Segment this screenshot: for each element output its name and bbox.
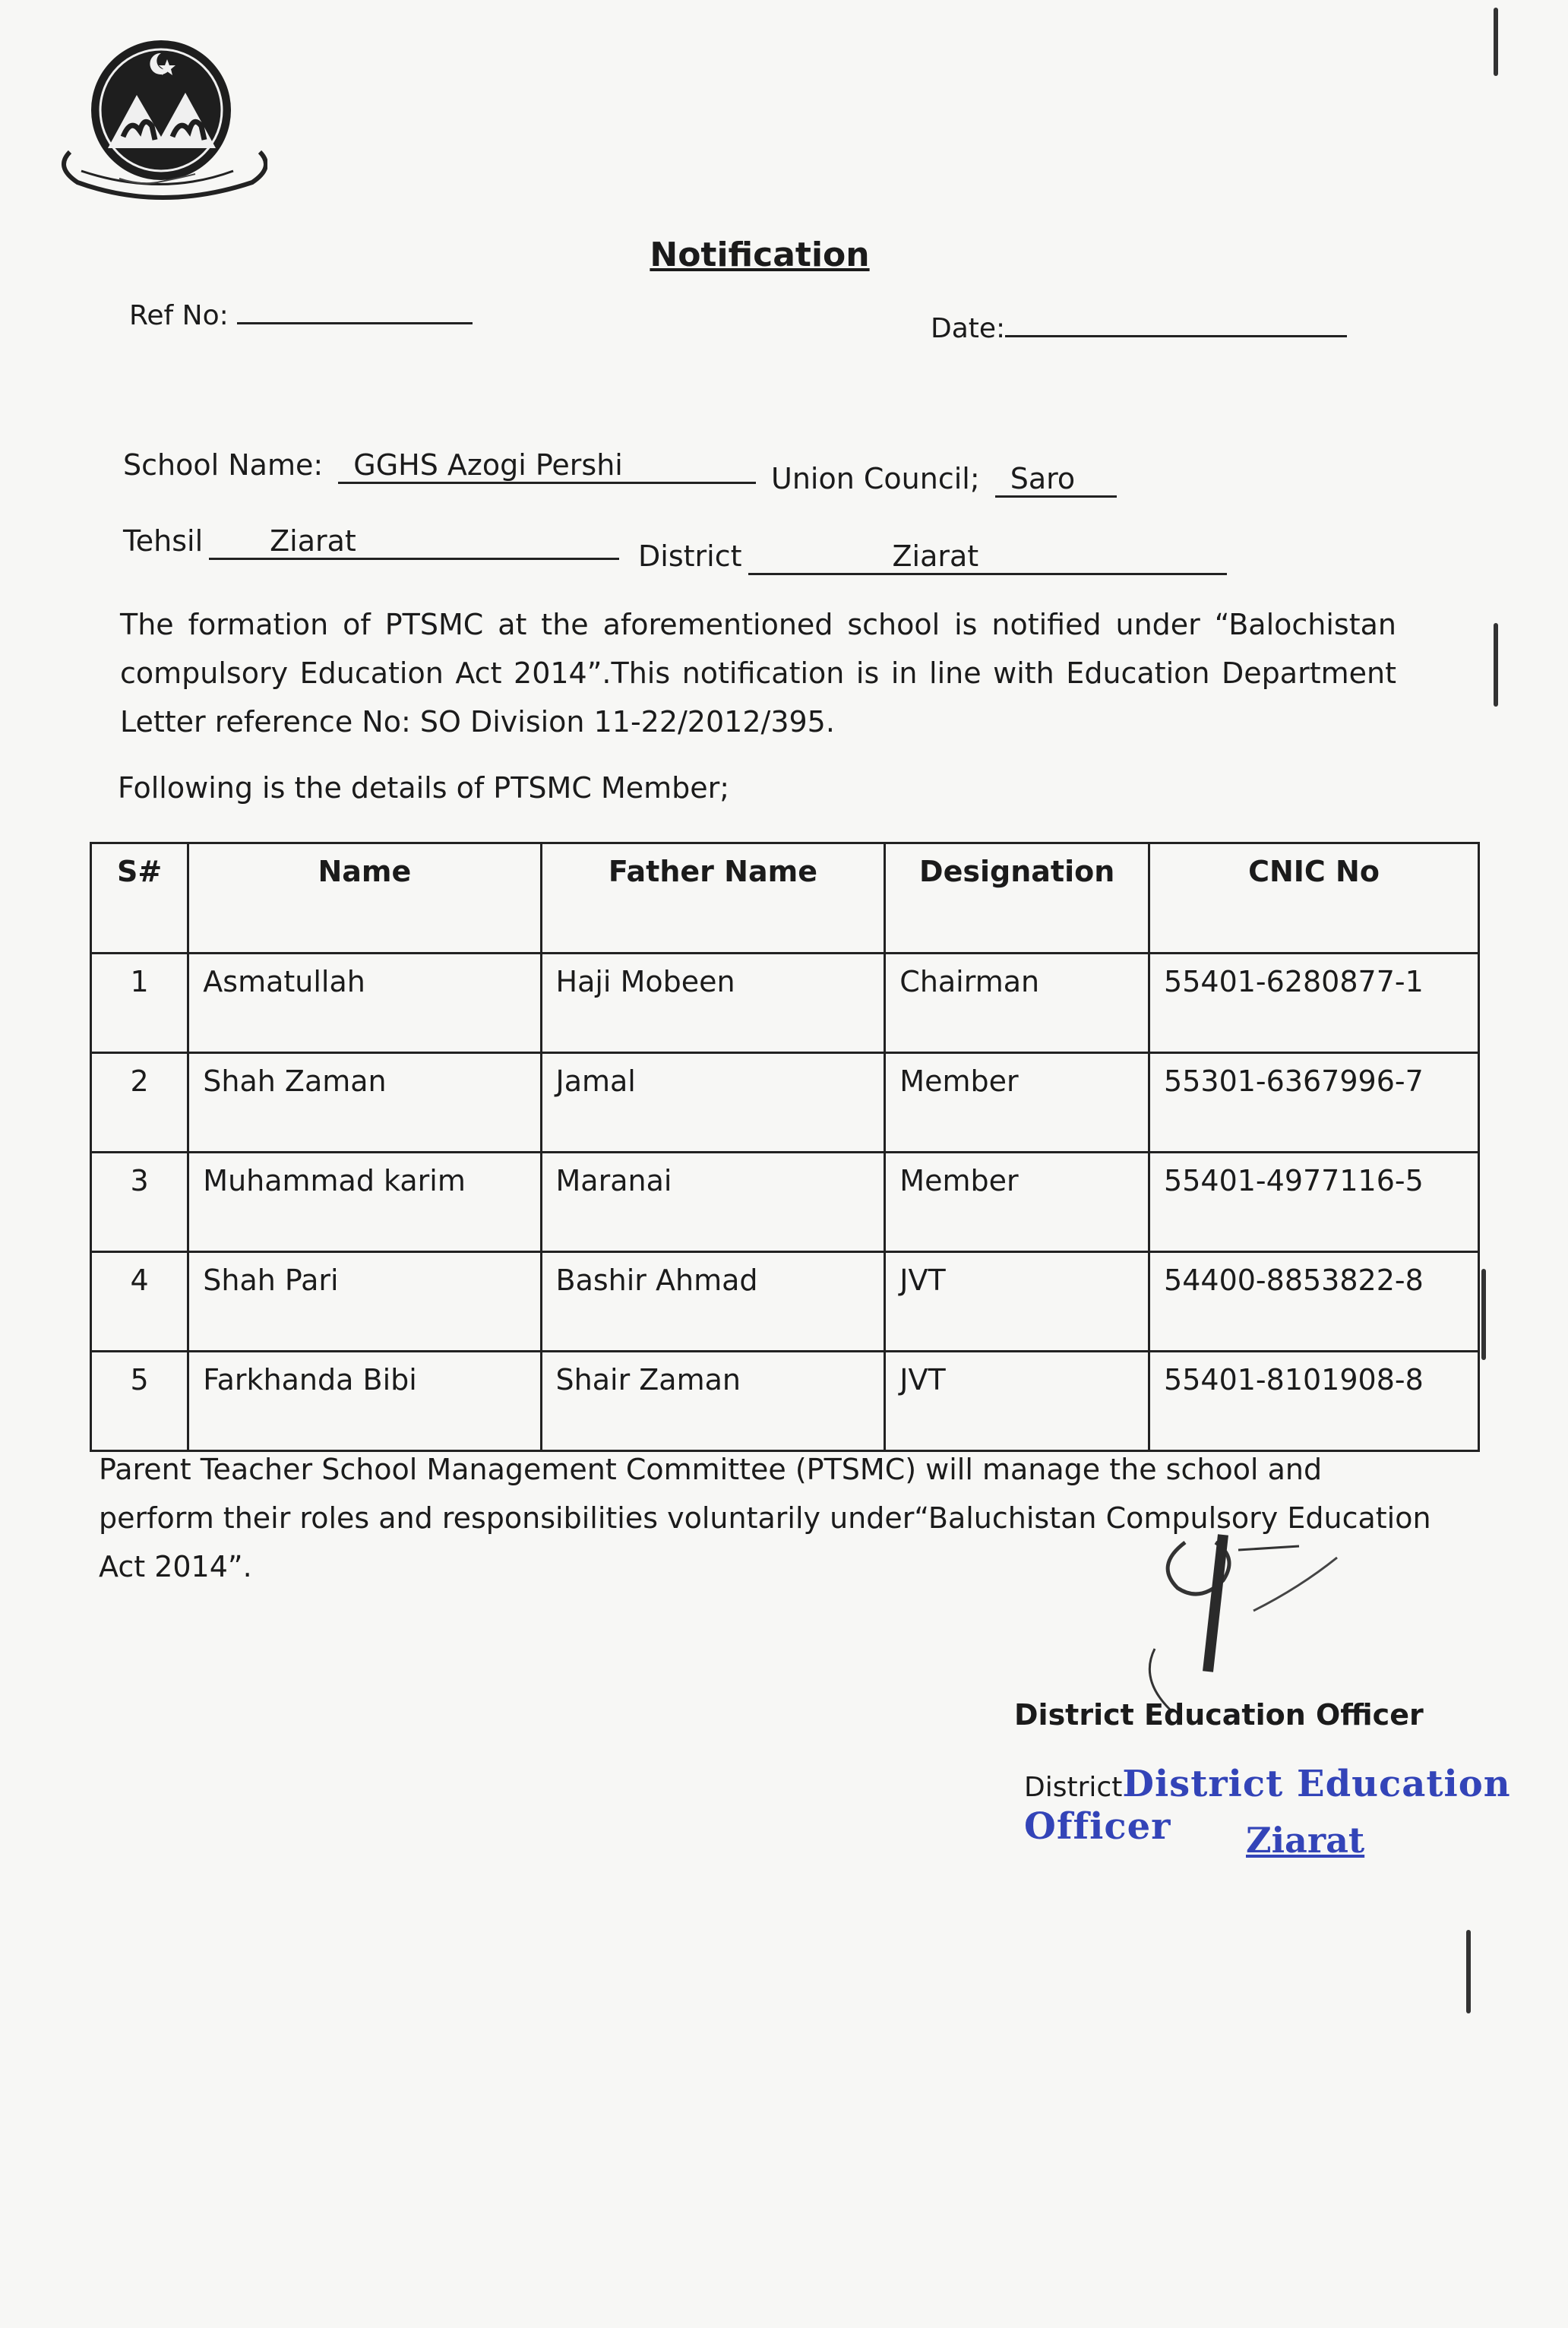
school-name-value: GGHS Azogi Pershi [338, 448, 756, 484]
union-council-label: Union Council; [771, 462, 980, 495]
cell-cnic: 55401-6280877-1 [1149, 954, 1479, 1053]
cell-father-name: Haji Mobeen [541, 954, 885, 1053]
school-name-label: School Name: [123, 448, 324, 482]
district-field [638, 539, 1227, 575]
district-label: District [638, 539, 742, 573]
district-value: Ziarat [748, 539, 1227, 575]
members-table [90, 842, 1480, 1452]
cell-sn: 3 [91, 1153, 188, 1252]
cell-father-name: Jamal [541, 1053, 885, 1153]
header-sn: S# [91, 843, 188, 954]
table-row [91, 1252, 1479, 1352]
tehsil-label: Tehsil [123, 524, 204, 558]
scan-edge-mark [1466, 1930, 1471, 2013]
table-row [91, 1053, 1479, 1153]
ref-number-field [129, 300, 473, 331]
ref-label: Ref No: [129, 300, 229, 331]
date-field [931, 313, 1347, 344]
scan-edge-mark [1481, 1269, 1486, 1360]
notification-paragraph: The formation of PTSMC at the aforementioned school is notified under “Balochistan compulsory Education Act 2014”.This notification is in line with Education Department Letter reference No: SO Division 11-22/2012/395. [120, 608, 1396, 739]
cell-name: Muhammad karim [188, 1153, 541, 1252]
header-name: Name [188, 843, 541, 954]
footer-paragraph: Parent Teacher School Management Committee (PTSMC) will manage the school and perform their roles and responsibilities voluntarily under“Baluchistan Compulsory Education Act 2014”. [99, 1453, 1431, 1583]
cell-designation: Member [885, 1053, 1149, 1153]
header-cnic: CNIC No [1149, 843, 1479, 954]
cell-sn: 4 [91, 1252, 188, 1352]
scan-edge-mark [1494, 623, 1498, 707]
union-council-field [771, 462, 1117, 498]
table-header-row [91, 843, 1479, 954]
table-row [91, 954, 1479, 1053]
scan-edge-mark [1494, 8, 1498, 76]
tehsil-value: Ziarat [209, 524, 619, 560]
cell-father-name: Maranai [541, 1153, 885, 1252]
cell-name: Shah Pari [188, 1252, 541, 1352]
stamp-title: District Education Officer [1024, 1763, 1511, 1848]
cell-designation: Member [885, 1153, 1149, 1252]
cell-cnic: 54400-8853822-8 [1149, 1252, 1479, 1352]
cell-father-name: Bashir Ahmad [541, 1252, 885, 1352]
cell-name: Asmatullah [188, 954, 541, 1053]
cell-cnic: 55401-4977116-5 [1149, 1153, 1479, 1252]
tehsil-field [123, 524, 619, 560]
cell-sn: 5 [91, 1352, 188, 1451]
header-father-name: Father Name [541, 843, 885, 954]
table-row [91, 1352, 1479, 1451]
government-emblem-icon [47, 23, 267, 213]
cell-cnic: 55401-8101908-8 [1149, 1352, 1479, 1451]
cell-sn: 2 [91, 1053, 188, 1153]
cell-designation: Chairman [885, 954, 1149, 1053]
date-blank-line [1005, 314, 1347, 337]
ref-blank-line [237, 301, 473, 324]
school-name-field [123, 448, 756, 484]
document-title: Notification [650, 236, 870, 274]
cell-father-name: Shair Zaman [541, 1352, 885, 1451]
officer-title: District Education Officer [1014, 1698, 1424, 1732]
stamp-prefix: District [1024, 1772, 1123, 1803]
cell-sn: 1 [91, 954, 188, 1053]
cell-name: Shah Zaman [188, 1053, 541, 1153]
stamp-place: Ziarat [1246, 1820, 1365, 1861]
cell-designation: JVT [885, 1352, 1149, 1451]
cell-designation: JVT [885, 1252, 1149, 1352]
cell-name: Farkhanda Bibi [188, 1352, 541, 1451]
header-designation: Designation [885, 843, 1149, 954]
members-intro: Following is the details of PTSMC Member; [118, 771, 730, 805]
date-label: Date: [931, 313, 1006, 344]
table-row [91, 1153, 1479, 1252]
cell-cnic: 55301-6367996-7 [1149, 1053, 1479, 1153]
union-council-value: Saro [995, 462, 1117, 498]
